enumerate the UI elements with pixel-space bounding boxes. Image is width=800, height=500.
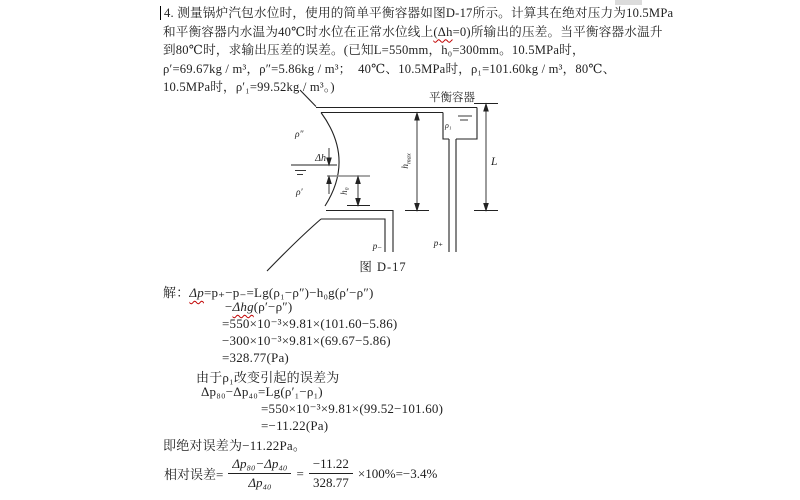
hmax-bottom-arrowhead bbox=[415, 204, 419, 211]
l-bottom-arrowhead bbox=[484, 204, 488, 211]
figure-caption: 图 D-17 bbox=[359, 260, 407, 274]
text-cursor-caret[interactable] bbox=[160, 6, 161, 20]
solution-note-1: 由于ρ₁改变引起的误差为 bbox=[196, 370, 340, 385]
problem-line-4: ρ′=69.67kg / m³，ρ″=5.86kg / m³； 40℃、10.5MPa时，ρ₁=101.60kg / m³，80℃、 bbox=[163, 61, 616, 76]
solution-note-2: 即绝对误差为−11.22Pa。 bbox=[163, 438, 307, 453]
figure-title: 平衡容器 bbox=[429, 92, 475, 104]
problem-line-3: 到80℃时，求输出压差的误差。(已知L=550mm，h₀=300mm。10.5MPa时， bbox=[163, 43, 585, 57]
rho1-label: ρ₁ bbox=[445, 121, 452, 130]
hmax-top-arrowhead bbox=[415, 113, 419, 120]
solution-eq2-minus: − bbox=[225, 299, 233, 314]
solution-eq2-dhg-squiggled: Δhg bbox=[232, 299, 254, 314]
relative-error-label: 相对误差= bbox=[164, 467, 224, 482]
problem-line-1-text: 测量锅炉汽包水位时，使用的简单平衡容器如图D-17所示。计算其在绝对压力为10.5MPa bbox=[173, 6, 674, 20]
h0-top-arrowhead bbox=[356, 177, 360, 184]
l-label: L bbox=[491, 156, 498, 168]
problem-line-2c: =0)所输出的压差。当平衡容器水温升 bbox=[452, 24, 663, 39]
figure-d17-drawing bbox=[250, 85, 550, 280]
drum-wall-top-diagonal bbox=[300, 90, 316, 107]
solution-line-6: Δp₈₀−Δp₄₀=Lg(ρ′₁−ρ₁) bbox=[201, 384, 323, 399]
hmax-sub: max bbox=[405, 153, 413, 165]
delta-h-label: Δh bbox=[315, 153, 326, 164]
fraction-numeric bbox=[309, 456, 353, 491]
h0-label: h₀ bbox=[339, 187, 349, 195]
h0-bottom-arrowhead bbox=[356, 199, 360, 206]
fraction2-numerator: −11.22 bbox=[309, 456, 353, 474]
minus-pipe-outer-wall bbox=[326, 211, 393, 253]
relative-error-result: ×100%=−3.4% bbox=[357, 465, 438, 481]
problem-line-1 bbox=[164, 4, 673, 23]
fraction1-numerator: Δp₈₀−Δp₄₀ bbox=[228, 456, 291, 474]
solution-prefix: 解： bbox=[163, 285, 190, 300]
problem-line-2a: 和平衡容器内水温为40℃时水位在正常水位线上 bbox=[163, 24, 434, 39]
solution-line-2 bbox=[225, 299, 292, 315]
solution-eq1-dp-squiggled: Δp bbox=[189, 285, 204, 300]
fraction-symbolic bbox=[228, 456, 291, 491]
figure-d17 bbox=[250, 85, 550, 280]
rho-water-label: ρ′ bbox=[296, 188, 303, 198]
equals-sign: = bbox=[296, 465, 304, 481]
problem-line-2 bbox=[163, 23, 663, 42]
hmax-main: h bbox=[401, 164, 411, 169]
solution-line-4: −300×10⁻³×9.81×(69.67−5.86) bbox=[222, 333, 391, 348]
fraction2-denominator: 328.77 bbox=[312, 475, 349, 490]
l-top-arrowhead bbox=[484, 104, 488, 111]
solution-line-5: =328.77(Pa) bbox=[222, 350, 289, 365]
problem-number: 4. bbox=[164, 6, 174, 20]
vessel-right-wall bbox=[456, 108, 477, 140]
solution-line-8: =−11.22(Pa) bbox=[261, 418, 329, 433]
solution-eq2-body: (ρ′−ρ″) bbox=[253, 299, 293, 314]
p-minus-label: p₋ bbox=[372, 241, 382, 251]
p-plus-label: p₊ bbox=[433, 238, 443, 248]
problem-line-5: 10.5MPa时，ρ′₁=99.52kg / m³。) bbox=[163, 80, 335, 94]
relative-error-equation bbox=[164, 456, 437, 491]
fraction1-denominator: Δp₄₀ bbox=[248, 475, 272, 490]
dh-upper-arrowhead bbox=[327, 158, 331, 165]
solution-eq1-body: =p₊−p₋=Lg(ρ₁−ρ″)−h₀g(ρ′−ρ″) bbox=[203, 285, 374, 300]
solution-line-3: =550×10⁻³×9.81×(101.60−5.86) bbox=[222, 316, 398, 331]
solution-line-7: =550×10⁻³×9.81×(99.52−101.60) bbox=[261, 401, 444, 416]
rho-steam-label: ρ″ bbox=[295, 130, 304, 140]
problem-line-2b-squiggled: (Δh bbox=[433, 24, 453, 39]
dh-lower-arrowhead bbox=[327, 177, 331, 184]
hmax-label bbox=[401, 153, 413, 169]
